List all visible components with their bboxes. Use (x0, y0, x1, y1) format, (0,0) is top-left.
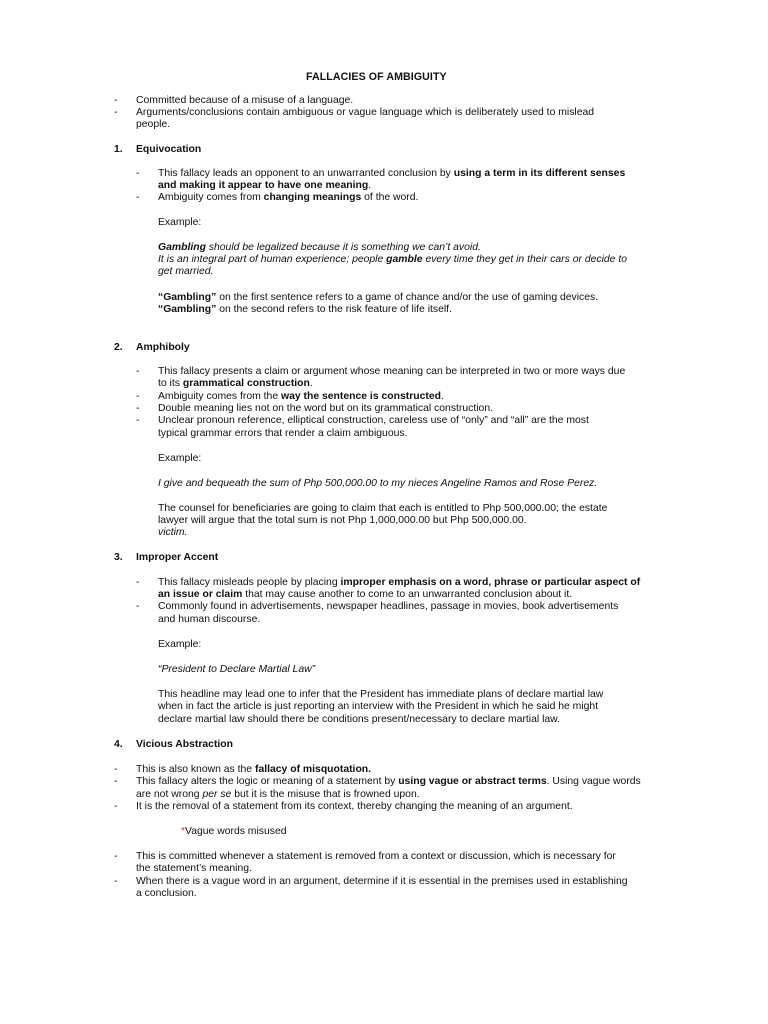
bullet-dash: - (136, 391, 140, 402)
bullet-dash: - (136, 415, 140, 426)
vicious-bullet-1: This is also known as the fallacy of misquotation. (136, 764, 372, 775)
section-number: 1. (114, 144, 123, 155)
bullet-dash: - (136, 192, 140, 203)
equivocation-example-line-3: get married. (158, 266, 214, 277)
asterisk-marker: * (181, 826, 186, 837)
bullet-dash: - (114, 801, 118, 812)
vague-words-subheading: *Vague words misused (181, 826, 287, 837)
accent-bullet-1-line-2: an issue or claim that may cause another to come to an unwarranted conclusion about it. (158, 589, 573, 600)
amphiboly-bullet-4-line-1: Unclear pronoun reference, elliptical construction, careless use of “only” and “all” are the most (158, 415, 589, 426)
bullet-dash: - (114, 851, 118, 862)
section-heading-vicious-abstraction: Vicious Abstraction (136, 739, 234, 750)
bullet-dash: - (136, 403, 140, 414)
amphiboly-bullet-2: Ambiguity comes from the way the sentence is constructed. (158, 391, 444, 402)
accent-explanation-line-3: declare martial law should there be conditions present/necessary to declare martial law. (158, 714, 560, 725)
section-heading-equivocation: Equivocation (136, 144, 202, 155)
section-number: 2. (114, 342, 123, 353)
intro-bullet-2-line-2: people. (136, 119, 171, 130)
example-label: Example: (158, 639, 202, 650)
bullet-dash: - (114, 107, 118, 118)
bullet-dash: - (136, 601, 140, 612)
section-number: 4. (114, 739, 123, 750)
accent-bullet-1-line-1: This fallacy misleads people by placing improper emphasis on a word, phrase or particular aspect of (158, 577, 641, 588)
amphiboly-explanation-line-2: lawyer will argue that the total sum is not Php 1,000,000.00 but Php 500,000.00. (158, 515, 527, 526)
bullet-dash: - (114, 764, 118, 775)
intro-bullet-1: Committed because of a misuse of a language. (136, 95, 354, 106)
intro-bullet-2-line-1: Arguments/conclusions contain ambiguous or vague language which is deliberately used to mislead (136, 107, 595, 118)
bullet-dash: - (136, 577, 140, 588)
equivocation-bullet-1-line-2: and making it appear to have one meaning. (158, 180, 372, 191)
bullet-dash: - (114, 95, 118, 106)
equivocation-example-line-2: It is an integral part of human experience; people gamble every time they get in their cars or decide to (158, 254, 628, 265)
equivocation-example-line-1: Gambling should be legalized because it is something we can’t avoid. (158, 242, 481, 253)
vicious-bullet-2-line-1: This fallacy alters the logic or meaning of a statement by using vague or abstract terms. Using vague words (136, 776, 641, 787)
amphiboly-bullet-4-line-2: typical grammar errors that render a claim ambiguous. (158, 428, 408, 439)
vicious-bullet-2-line-2: are not wrong per se but it is the misuse that is frowned upon. (136, 789, 420, 800)
accent-example-headline: “President to Declare Martial Law” (158, 664, 316, 675)
section-heading-amphiboly: Amphiboly (136, 342, 190, 353)
section-heading-improper-accent: Improper Accent (136, 552, 219, 563)
amphiboly-example: I give and bequeath the sum of Php 500,000.00 to my nieces Angeline Ramos and Rose Perez. (158, 478, 598, 489)
amphiboly-explanation-line-3: victim. (158, 527, 188, 538)
amphiboly-explanation-line-1: The counsel for beneficiaries are going to claim that each is entitled to Php 500,000.00; the estate (158, 503, 608, 514)
bullet-dash: - (136, 168, 140, 179)
equivocation-note-2: “Gambling” on the second refers to the risk feature of life itself. (158, 304, 452, 315)
bullet-dash: - (114, 776, 118, 787)
page-title: FALLACIES OF AMBIGUITY (306, 71, 447, 83)
example-label: Example: (158, 453, 202, 464)
vague-bullet-1-line-2: the statement’s meaning. (136, 863, 252, 874)
example-label: Example: (158, 217, 202, 228)
amphiboly-bullet-1-line-1: This fallacy presents a claim or argument whose meaning can be interpreted in two or more ways due (158, 366, 626, 377)
section-number: 3. (114, 552, 123, 563)
accent-explanation-line-1: This headline may lead one to infer that the President has immediate plans of declare martial law (158, 689, 604, 700)
amphiboly-bullet-1-line-2: to its grammatical construction. (158, 378, 313, 389)
equivocation-bullet-2: Ambiguity comes from changing meanings of the word. (158, 192, 419, 203)
accent-explanation-line-2: when in fact the article is just reporting an interview with the President in which he said he might (158, 701, 599, 712)
bullet-dash: - (136, 366, 140, 377)
vague-bullet-1-line-1: This is committed whenever a statement is removed from a context or discussion, which is necessary for (136, 851, 616, 862)
accent-bullet-2-line-2: and human discourse. (158, 614, 261, 625)
vicious-bullet-3: It is the removal of a statement from its context, thereby changing the meaning of an argument. (136, 801, 573, 812)
equivocation-bullet-1-line-1: This fallacy leads an opponent to an unwarranted conclusion by using a term in its different senses (158, 168, 626, 179)
bullet-dash: - (114, 876, 118, 887)
vague-bullet-2-line-2: a conclusion. (136, 888, 197, 899)
amphiboly-bullet-3: Double meaning lies not on the word but on its grammatical construction. (158, 403, 493, 414)
vague-bullet-2-line-1: When there is a vague word in an argument, determine if it is essential in the premises used in establishing (136, 876, 628, 887)
equivocation-note-1: “Gambling” on the first sentence refers to a game of chance and/or the use of gaming devices. (158, 292, 599, 303)
accent-bullet-2-line-1: Commonly found in advertisements, newspaper headlines, passage in movies, book advertisements (158, 601, 619, 612)
